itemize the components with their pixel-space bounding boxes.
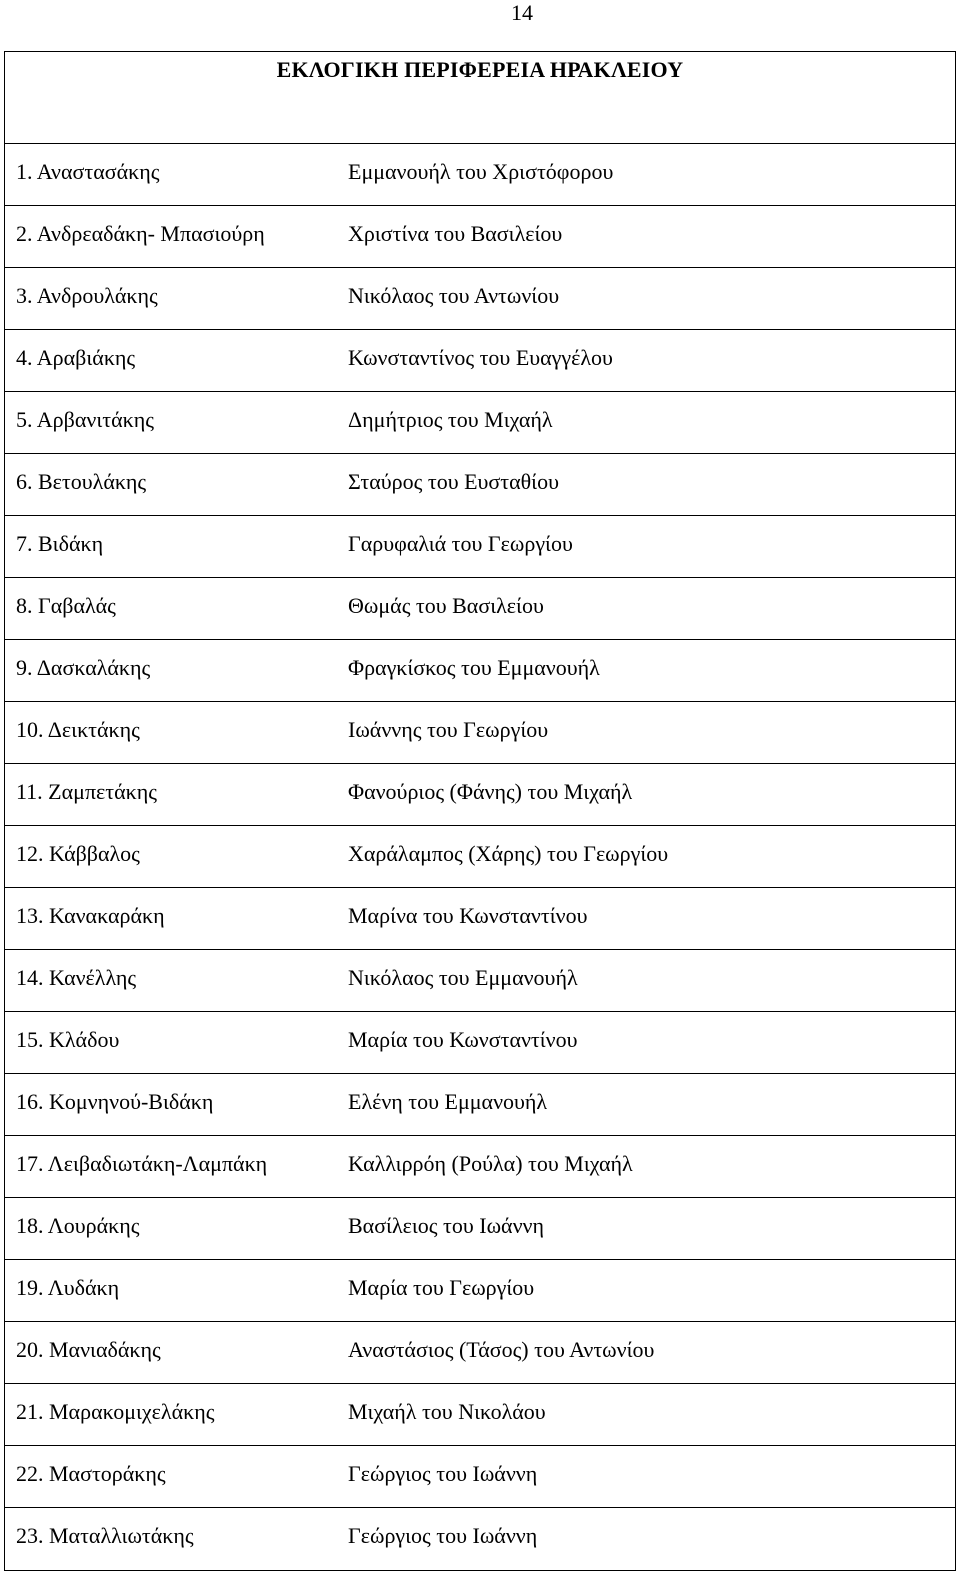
table-row [4,1011,956,1073]
table-row [4,949,956,1011]
candidate-first-name: Χαράλαμπος (Χάρης) του Γεωργίου [348,841,669,866]
table-row [4,1259,956,1321]
candidate-first-name: Νικόλαος του Εμμανουήλ [348,965,578,990]
candidate-surname: 14. Κανέλλης [16,965,137,990]
candidate-surname: 5. Αρβανιτάκης [16,407,154,432]
candidate-surname: 2. Ανδρεαδάκη- Μπασιούρη [16,221,265,246]
candidate-first-name: Γεώργιος του Ιωάννη [348,1461,538,1486]
candidate-first-name: Κωνσταντίνος του Ευαγγέλου [348,345,613,370]
region-title: ΕΚΛΟΓΙΚΗ ΠΕΡΙΦΕΡΕΙΑ ΗΡΑΚΛΕΙΟΥ [276,57,684,82]
candidate-surname: 21. Μαρακομιχελάκης [16,1399,215,1424]
candidate-first-name: Δημήτριος του Μιχαήλ [348,407,553,432]
candidate-surname: 20. Μανιαδάκης [16,1337,161,1362]
candidate-surname: 1. Αναστασάκης [16,159,160,184]
table-row [4,143,956,205]
table-row [4,577,956,639]
candidate-surname: 19. Λυδάκη [16,1275,120,1300]
table-row [4,1445,956,1507]
candidate-first-name: Βασίλειος του Ιωάννη [348,1213,544,1238]
table-row [4,1321,956,1383]
table-row [4,267,956,329]
table-row [4,825,956,887]
candidate-surname: 8. Γαβαλάς [16,593,116,618]
table-row [4,701,956,763]
candidate-first-name: Φανούριος (Φάνης) του Μιχαήλ [348,779,633,804]
candidate-surname: 4. Αραβιάκης [16,345,136,370]
table-row [4,515,956,577]
candidate-first-name: Θωμάς του Βασιλείου [348,593,544,618]
candidate-first-name: Εμμανουήλ του Χριστόφορου [348,159,614,184]
table-row [4,1135,956,1197]
candidate-first-name: Χριστίνα του Βασιλείου [348,221,563,246]
candidate-first-name: Μαρίνα του Κωνσταντίνου [348,903,588,928]
candidate-first-name: Σταύρος του Ευσταθίου [348,469,559,494]
page-number: 14 [511,0,533,25]
candidate-first-name: Νικόλαος του Αντωνίου [348,283,560,308]
candidate-surname: 16. Κομνηνού-Βιδάκη [16,1089,214,1114]
table-row [4,1383,956,1445]
table-row [4,763,956,825]
candidate-first-name: Μαρία του Κωνσταντίνου [348,1027,578,1052]
table-row [4,1073,956,1135]
candidate-surname: 13. Κανακαράκη [16,903,165,928]
table-row [4,887,956,949]
table-row [4,1197,956,1259]
table-row [4,453,956,515]
candidate-surname: 7. Βιδάκη [16,531,104,556]
candidate-surname: 15. Κλάδου [16,1027,120,1052]
table-row [4,391,956,453]
candidate-surname: 12. Κάββαλος [16,841,140,866]
candidate-surname: 18. Λουράκης [16,1213,140,1238]
candidate-surname: 9. Δασκαλάκης [16,655,151,680]
table-row [4,639,956,701]
candidate-surname: 23. Ματαλλιωτάκης [16,1523,194,1548]
candidate-first-name: Αναστάσιος (Τάσος) του Αντωνίου [348,1337,655,1362]
candidate-first-name: Φραγκίσκος του Εμμανουήλ [348,655,600,680]
table-row [4,1507,956,1569]
candidate-first-name: Γεώργιος του Ιωάννη [348,1523,538,1548]
candidate-first-name: Γαρυφαλιά του Γεωργίου [348,531,573,556]
candidate-surname: 22. Μαστοράκης [16,1461,166,1486]
candidate-surname: 10. Δεικτάκης [16,717,140,742]
candidate-surname: 17. Λειβαδιωτάκη-Λαμπάκη [16,1151,268,1176]
candidate-first-name: Ελένη του Εμμανουήλ [348,1089,548,1114]
candidate-surname: 6. Βετουλάκης [16,469,147,494]
candidate-surname: 11. Ζαμπετάκης [16,779,157,804]
candidate-list [4,143,956,1569]
candidate-surname: 3. Ανδρουλάκης [16,283,158,308]
table-row [4,205,956,267]
candidate-first-name: Μιχαήλ του Νικολάου [348,1399,546,1424]
candidate-first-name: Μαρία του Γεωργίου [348,1275,535,1300]
candidate-first-name: Καλλιρρόη (Ρούλα) του Μιχαήλ [348,1151,633,1176]
table-row [4,329,956,391]
candidate-first-name: Ιωάννης του Γεωργίου [348,717,549,742]
